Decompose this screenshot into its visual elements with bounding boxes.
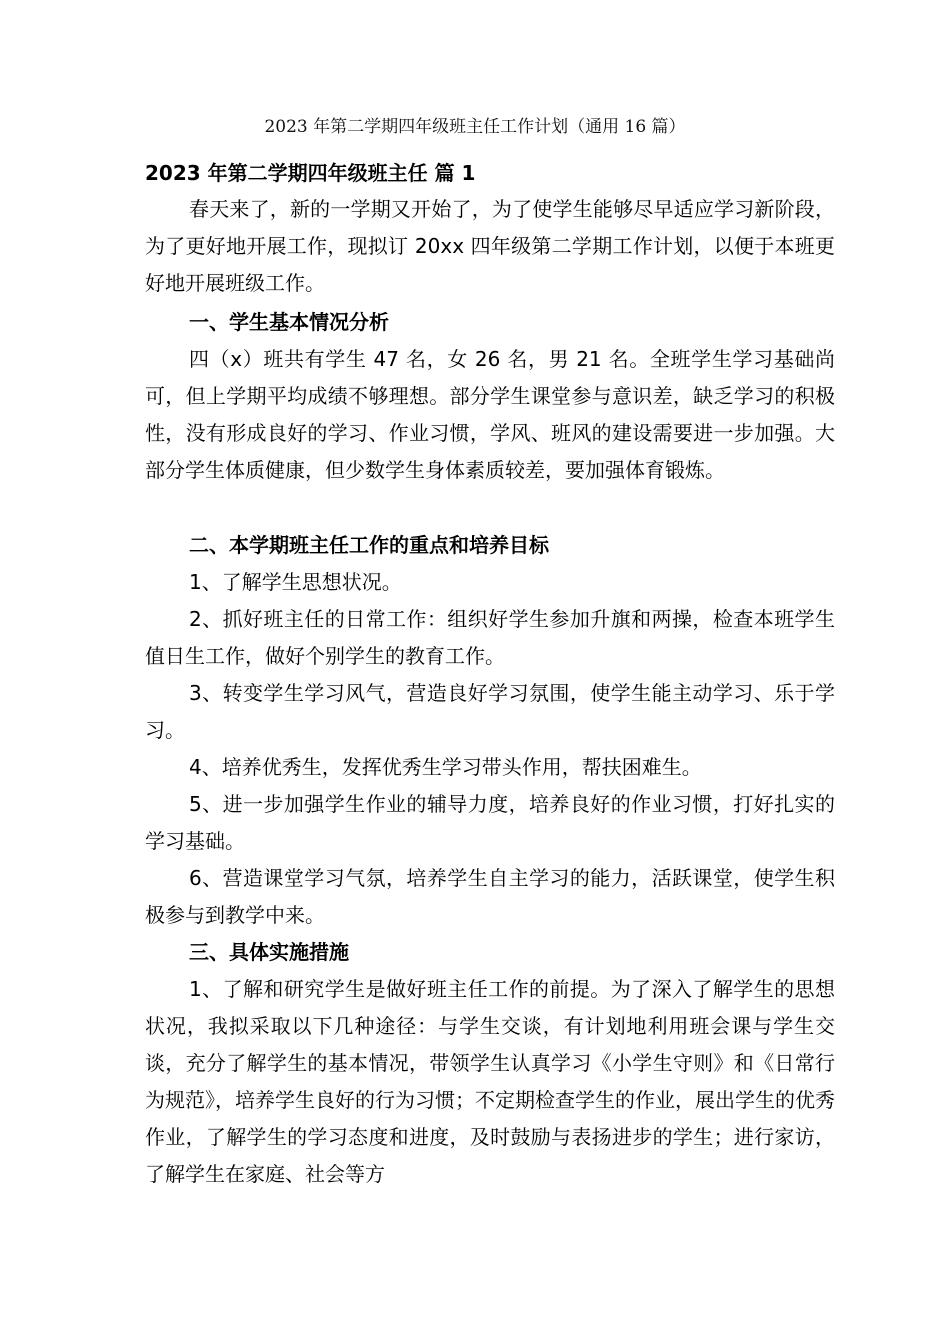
goal-item-1: 1、了解学生思想状况。 [189, 570, 402, 594]
goal-item-5: 5、进一步加强学生作业的辅导力度，培养良好的作业习惯，打好扎实的学习基础。 [145, 792, 835, 853]
measure-item-1: 1、了解和研究学生是做好班主任工作的前提。为了深入了解学生的思想状况，我拟采取以下几种途径：与学生交谈，有计划地利用班会课与学生交谈，充分了解学生的基本情况，带领学生认真学习《小学生守则》和《日常行为规范》，培养学生良好的行为习惯；不定期检查学生的作业，展出学生的优秀作业，了解学生的学习态度和进度，及时鼓励与表扬进步的学生；进行家访，了解学生在家庭、社会等方 [145, 977, 835, 1186]
subheading-goals: 二、本学期班主任工作的重点和培养目标 [189, 533, 549, 557]
document-title: 2023 年第二学期四年级班主任工作计划（通用 16 篇） [264, 117, 686, 137]
analysis-paragraph: 四（x）班共有学生 47 名，女 26 名，男 21 名。全班学生学习基础尚可，但上学期平均成绩不够理想。部分学生课堂参与意识差，缺乏学习的积极性，没有形成良好的学习、作业习惯，学风、班风的建设需要进一步加强。大部分学生体质健康，但少数学生身体素质较差，要加强体育锻炼。 [145, 347, 835, 482]
goal-item-2: 2、抓好班主任的日常工作：组织好学生参加升旗和两操，检查本班学生值日生工作，做好个别学生的教育工作。 [145, 607, 835, 668]
goal-item-4: 4、培养优秀生，发挥优秀生学习带头作用，帮扶困难生。 [189, 755, 702, 779]
goal-item-3: 3、转变学生学习风气，营造良好学习氛围，使学生能主动学习、乐于学习。 [145, 681, 835, 742]
section-heading: 2023 年第二学期四年级班主任 篇 1 [145, 161, 476, 185]
subheading-student-analysis: 一、学生基本情况分析 [189, 310, 389, 334]
intro-paragraph: 春天来了，新的一学期又开始了，为了使学生能够尽早适应学习新阶段，为了更好地开展工作，现拟订 20xx 四年级第二学期工作计划，以便于本班更好地开展班级工作。 [145, 197, 835, 295]
goal-item-6: 6、营造课堂学习气氛，培养学生自主学习的能力，活跃课堂，使学生积极参与到教学中来。 [145, 866, 835, 927]
subheading-measures: 三、具体实施措施 [189, 940, 349, 964]
